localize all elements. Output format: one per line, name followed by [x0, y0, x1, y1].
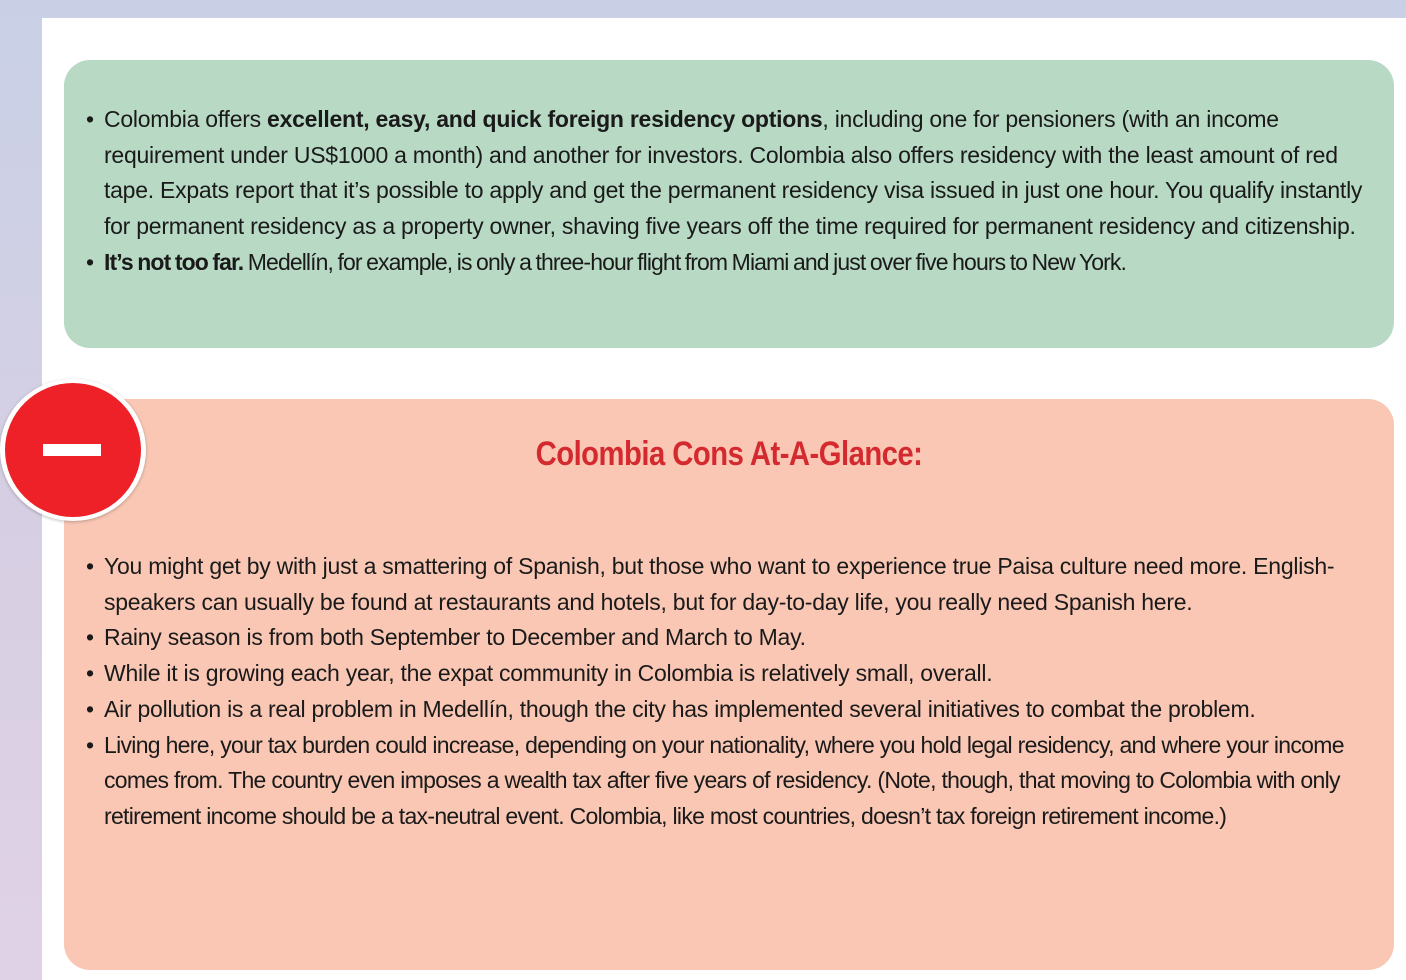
cons-item: • While it is growing each year, the expat community in Colombia is relatively small, overall. — [86, 656, 1378, 692]
pros-item-text: Colombia offers — [104, 106, 268, 132]
pros-item-bold: excellent, easy, and quick foreign residency options — [267, 106, 823, 132]
cons-item: • Living here, your tax burden could increase, depending on your nationality, where you hold legal residency, and where your income comes from. The country even imposes a wealth tax after five years of residency. (Note, though, that moving to Colombia with only retirement income should be a tax-neutral event. Colombia, like most countries, doesn’t tax foreign retirement income.) — [86, 728, 1378, 835]
cons-title: Colombia Cons At-A-Glance: — [535, 435, 923, 473]
pros-item — [86, 102, 1380, 245]
cons-item: • You might get by with just a smattering of Spanish, but those who want to experience true Paisa culture need more. English-speakers can usually be found at restaurants and hotels, but for day-to-day life, you really need Spanish here. — [86, 549, 1378, 620]
minus-icon — [5, 383, 141, 517]
minus-bar — [43, 444, 101, 456]
pros-item-text: , including one for pensioners (with an income requirement under US$1000 a month) and another for investors. Colombia also offers residency with the least amount of red tape. Expats report that it’s possible to apply and get the permanent residency visa issued in just one hour. You qualify instantly for permanent residency as a property owner, shaving five years off the time required for permanent residency and citizenship. — [104, 106, 1363, 240]
pros-item-bold: It’s not too far. — [104, 248, 244, 275]
cons-box — [64, 399, 1394, 970]
pros-item-text: Medellín, for example, is only a three-hour flight from Miami and just over five hours to New York. — [243, 248, 1127, 275]
cons-item: • Air pollution is a real problem in Medellín, though the city has implemented several initiatives to combat the problem. — [86, 692, 1378, 728]
cons-badge — [0, 379, 146, 521]
pros-list — [86, 102, 1380, 281]
pros-item — [86, 245, 1380, 281]
pros-box — [64, 60, 1394, 348]
cons-item: • Rainy season is from both September to December and March to May. — [86, 620, 1378, 656]
cons-list — [86, 549, 1378, 835]
